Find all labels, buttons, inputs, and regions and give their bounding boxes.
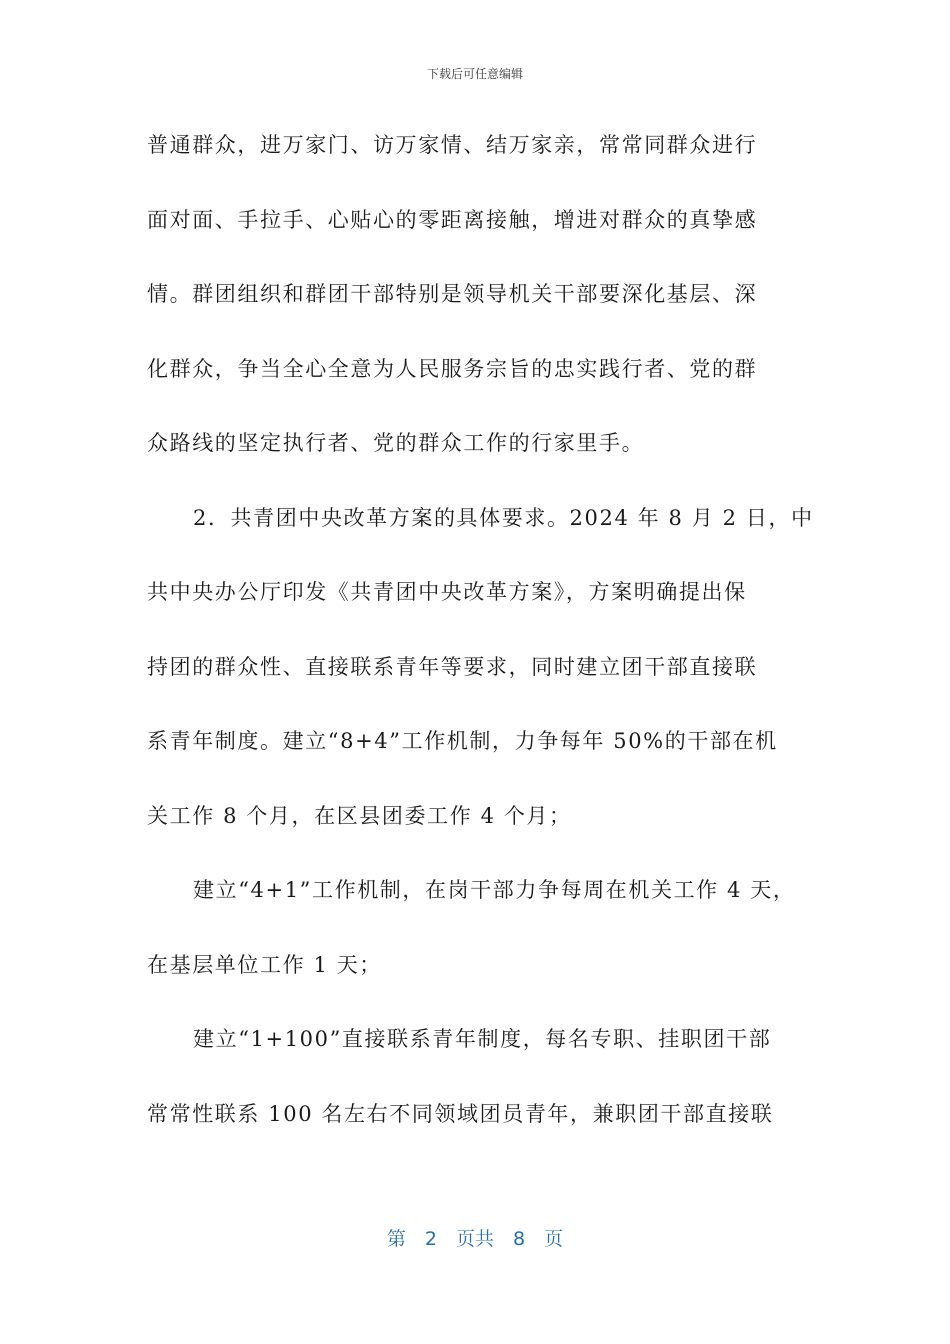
page-number: 第 2 页共 8 页 — [386, 1228, 564, 1250]
text-line: 众路线的坚定执行者、党的群众工作的行家里手。 — [147, 431, 645, 455]
text-line: 建立“1+100”直接联系青年制度，每名专职、挂职团干部 — [193, 1027, 772, 1051]
text-line: 普通群众，进万家门、访万家情、结万家亲，常常同群众进行 — [147, 133, 758, 157]
text-line: 关工作 8 个月，在区县团委工作 4 个月； — [147, 803, 572, 828]
text-line: 持团的群众性、直接联系青年等要求，同时建立团干部直接联 — [147, 654, 758, 679]
text-line: 面对面、手拉手、心贴心的零距离接触，增进对群众的真挚感 — [147, 207, 758, 232]
text-line: 共中央办公厅印发《共青团中央改革方案》，方案明确提出保 — [147, 580, 747, 604]
text-line: 建立“4+1”工作机制，在岗干部力争每周在机关工作 4 天， — [193, 878, 796, 902]
text-line: 常常性联系 100 名左右不同领域团员青年，兼职团干部直接联 — [147, 1101, 774, 1126]
text-line: 系青年制度。建立“8+4”工作机制，力争每年 50%的干部在机 — [147, 729, 778, 753]
page-header-note: 下载后可任意编辑 — [426, 67, 523, 81]
text-line: 在基层单位工作 1 天； — [147, 952, 382, 977]
text-line: 情。群团组织和群团干部特别是领导机关干部要深化基层、深 — [147, 282, 758, 306]
text-line: 2．共青团中央改革方案的具体要求。2024 年 8 月 2 日，中 — [193, 505, 814, 530]
document-body — [147, 122, 814, 1165]
text-line: 化群众，争当全心全意为人民服务宗旨的忠实践行者、党的群 — [147, 356, 758, 381]
